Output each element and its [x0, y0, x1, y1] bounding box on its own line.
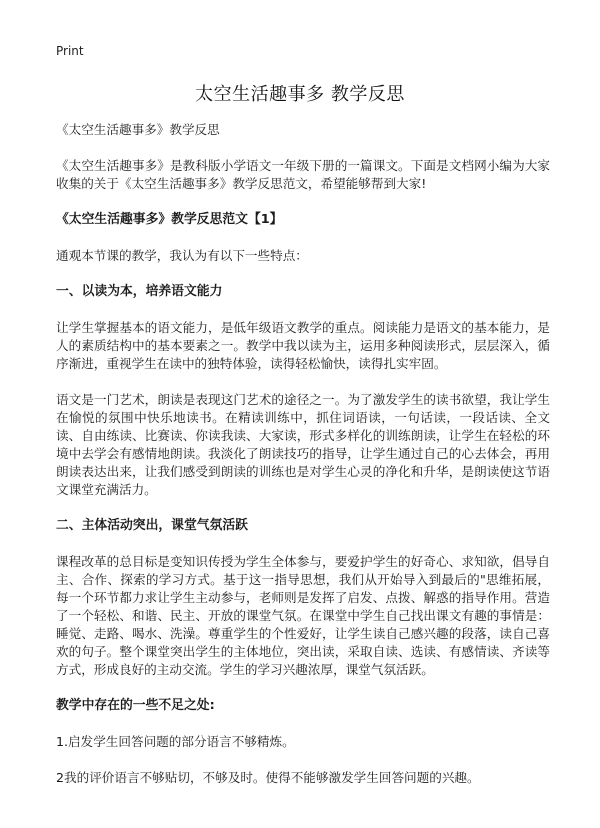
shortcomings-heading: 教学中存在的一些不足之处: [56, 698, 215, 713]
section-2-paragraph-1: 课程改革的总目标是变知识传授为学生全体参与，要爱护学生的好奇心、求知欲，倡导自主、合作、探索的学习方式。基于这一指导思想，我们从开始导入到最后的"思维拓展，每一个环节都力求让学生主动参与，老师则是发挥了启发、点拨、解惑的指导作用。营造了一个轻松、和谐、民主、开放的课堂气氛。在课堂中学生自己找出课文有趣的事情是：睡觉、走路、喝水、洗澡。尊重学生的个性爱好，让学生读自己感兴趣的段落，读自己喜欢的句子。整个课堂突出学生的主体地位，突出读，采取自读、选读、有感情读、齐读等方式，形成良好的主动交流。学生的学习兴趣浓厚，课堂气氛活跃。 [56, 554, 550, 677]
intro-description: 《太空生活趣事多》是教科版小学语文一年级下册的一篇课文。下面是文档网小编为大家收集的关于《太空生活趣事多》教学反思范文，希望能够帮到大家! [56, 158, 550, 191]
intro-line: 《太空生活趣事多》教学反思 [56, 122, 220, 137]
shortcoming-item-1: 1.启发学生回答问题的部分语言不够精炼。 [56, 734, 295, 749]
sample-heading: 《太空生活趣事多》教学反思范文【1】 [56, 212, 283, 227]
section-1-paragraph-1: 让学生掌握基本的语文能力，是低年级语文教学的重点。阅读能力是语文的基本能力，是人的素质结构中的基本要素之一。教学中我以读为主，运用多种阅读形式，层层深入，循序渐进，重视学生在读中的独特体验，读得轻松愉快，读得扎实牢固。 [56, 320, 550, 371]
shortcoming-item-2: 2我的评价语言不够贴切，不够及时。使得不能够激发学生回答问题的兴趣。 [56, 770, 480, 785]
section-1-paragraph-2: 语文是一门艺术，朗读是表现这门艺术的途径之一。为了激发学生的读书欲望，我让学生在愉悦的氛围中快乐地读书。在精读训练中，抓住词语读，一句话读，一段话读、全文读、自由练读、比赛读、你读我读、大家读，形式多样化的训练朗读，让学生在轻松的环境中去学会有感情地朗读。我淡化了朗读技巧的指导，让学生通过自己的心去体会，再用朗读表达出来，让我们感受到朗读的训练也是对学生心灵的净化和升华，是朗读使这节语文课堂充满活力。 [56, 392, 550, 497]
section-2-heading: 二、主体活动突出，课堂气氛活跃 [56, 518, 248, 533]
section-1-heading: 一、以读为本，培养语文能力 [56, 284, 223, 299]
article-body [56, 121, 550, 787]
overview-paragraph: 通观本节课的教学，我认为有以下一些特点： [56, 248, 308, 263]
print-link[interactable]: Print [56, 44, 84, 58]
page-title: 太空生活趣事多 教学反思 [195, 84, 405, 105]
